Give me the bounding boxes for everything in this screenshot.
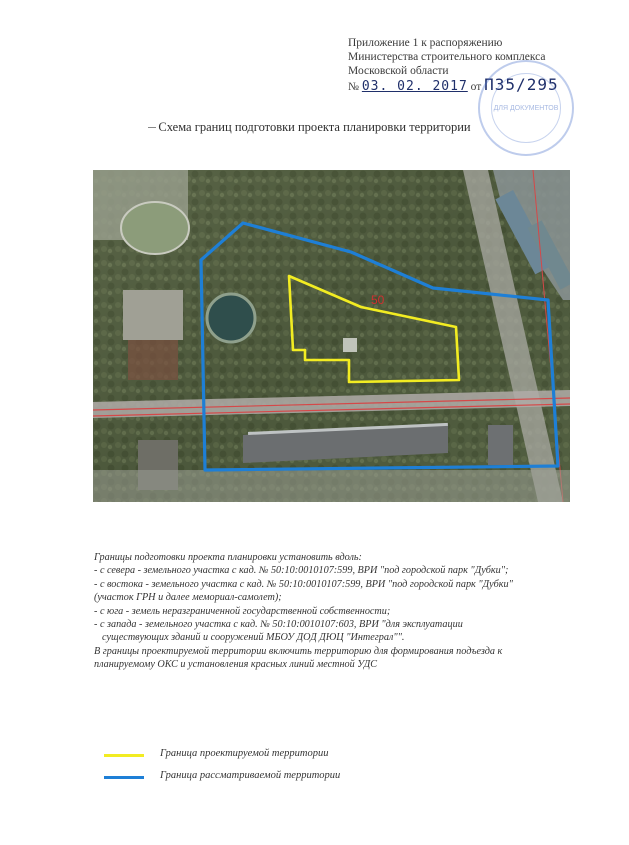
description [94,551,564,672]
title-text: Схема границ подготовки проекта планировки территории [158,120,471,134]
number-prefix: № [348,81,359,93]
description-line: существующих зданий и сооружений МБОУ ДОД ДЮЦ "Интеграл"". [102,632,405,644]
description-line: - с запада - земельного участка с кад. № 50:10:0010107:603, ВРИ "для эксплуатации [94,619,463,631]
south-area [93,470,570,502]
legend-item-project [104,748,524,770]
building-se [488,425,513,465]
header-line-region: Московской области [348,65,449,77]
map-svg [93,170,570,502]
official-stamp [478,60,574,156]
description-line: - с севера - земельного участка с кад. № 50:10:0010107:599, ВРИ "под городской парк "Дубки"; [94,565,509,577]
map-legend [104,748,524,792]
description-line: - с юга - земель неразграниченной государственной собственности; [94,605,391,617]
legend-item-considered [104,770,524,792]
stadium-field [121,202,189,254]
description-line: (участок ГРН и далее мемориал-самолет); [94,592,282,604]
parcel-label: 50 [371,293,385,307]
description-line: Границы подготовки проекта планировки установить вдоль: [94,552,362,563]
legend-swatch-considered [104,776,144,779]
title-dash [148,127,156,128]
aerial-map [93,170,570,502]
description-line: планируемому ОКС и установления красных линий местной УДС [94,659,377,671]
date-prefix: от [470,81,482,93]
small-structure [343,338,357,352]
header-line-appendix: Приложение 1 к распоряжению [348,37,503,49]
description-line: В границы проектируемой территории включить территорию для формирования подъезда к [94,645,503,657]
sports-court [128,340,178,380]
pond [207,294,255,342]
legend-label-considered: Граница рассматриваемой территории [160,770,341,781]
stamp-text: ДЛЯ ДОКУМЕНТОВ [491,73,561,143]
legend-label-project: Граница проектируемой территории [160,748,329,759]
legend-swatch-project [104,754,144,757]
description-line: - с востока - земельного участка с кад. № 50:10:0010107:599, ВРИ "под городской парк "Дубки" [94,578,513,590]
order-date: 03. 02. 2017 [361,79,468,94]
header-line-ministry: Министерства строительного комплекса [348,51,546,63]
school-building [123,290,183,340]
order-number: П35/295 [484,75,559,94]
page-title [0,120,629,135]
